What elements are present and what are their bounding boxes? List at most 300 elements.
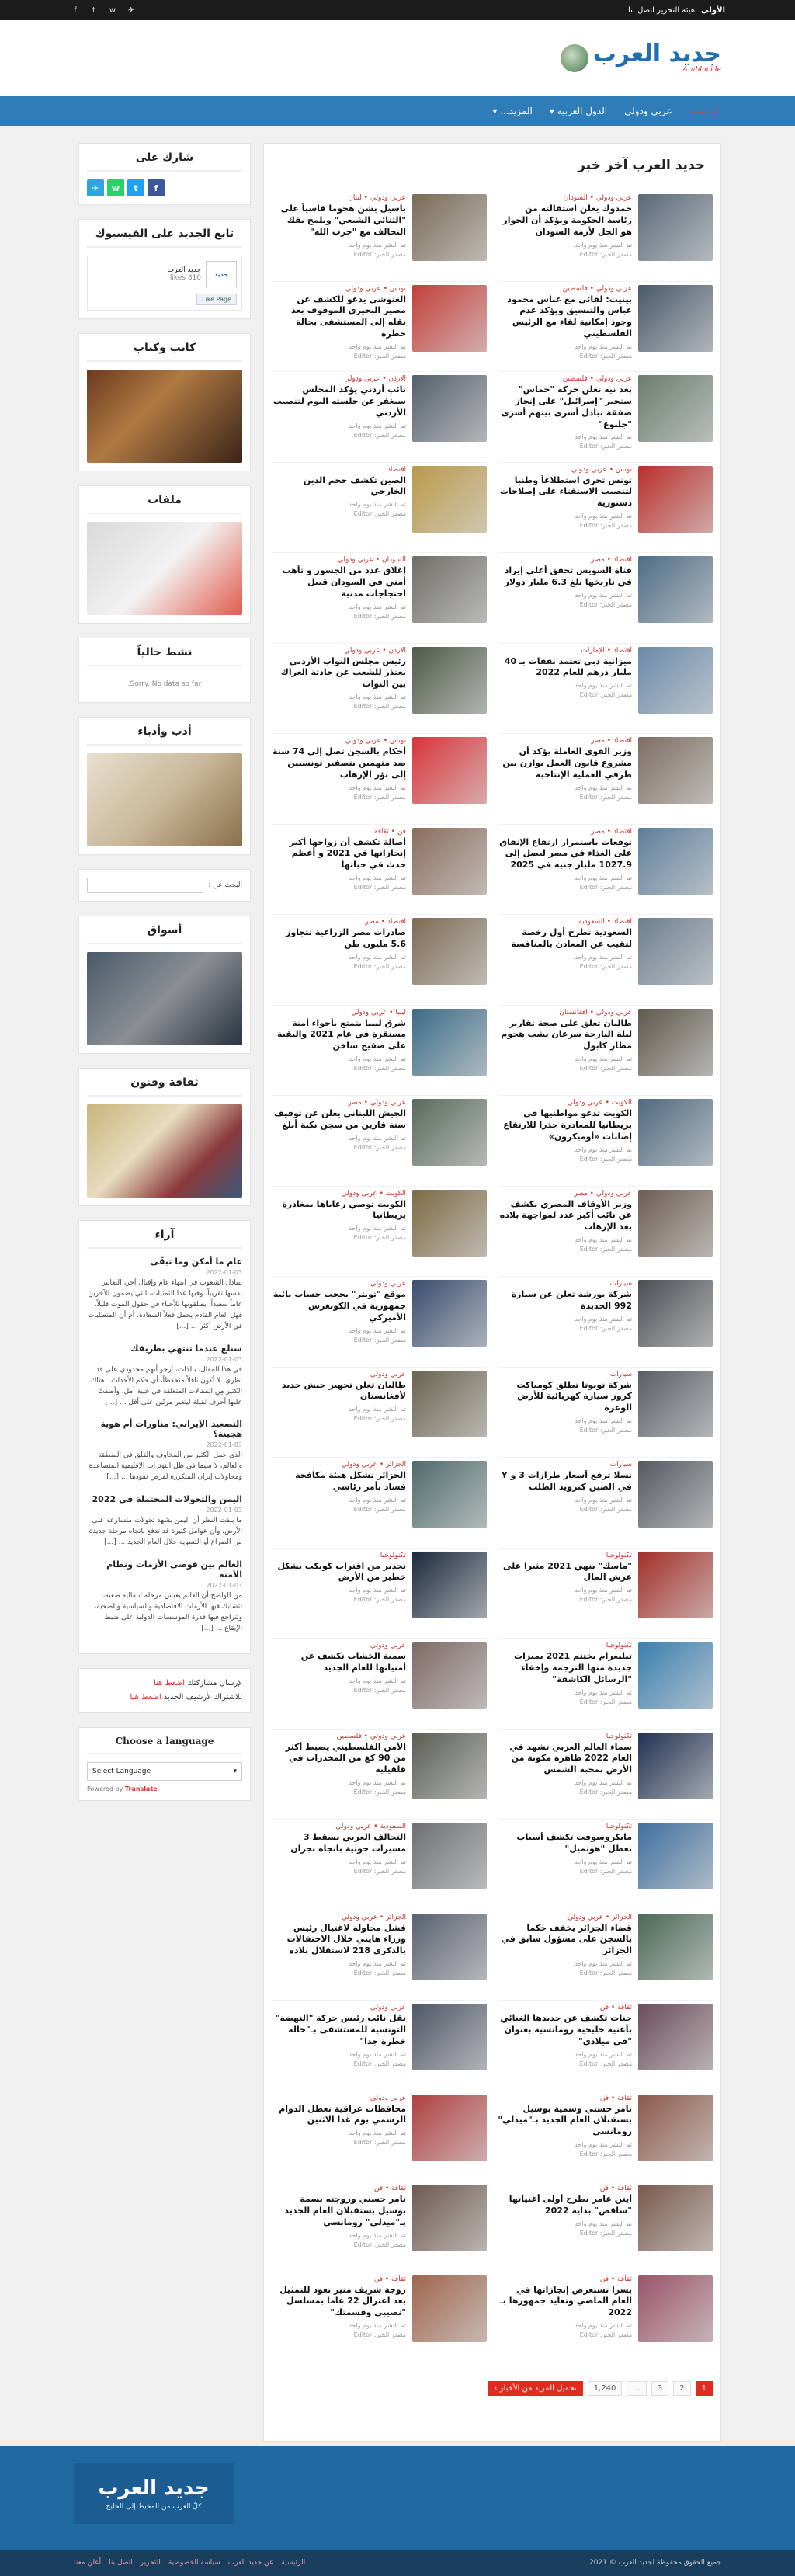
news-card[interactable] xyxy=(498,1368,713,1458)
news-title[interactable]: سمية الخشاب تكشف عن أمنياتها للعام الجديد xyxy=(300,1651,406,1673)
news-title[interactable]: ميزانية دبي تعتمد نفقات بـ 40 مليار درهم للعام 2022 xyxy=(504,655,632,678)
news-category[interactable]: عربي ودولي xyxy=(370,1280,406,1288)
news-thumbnail[interactable] xyxy=(638,285,713,352)
footer-link[interactable]: سياسة الخصوصية xyxy=(168,2559,220,2567)
nav-home[interactable]: الرئيسية xyxy=(689,106,721,116)
news-source: مصدر الخبر: Editor xyxy=(353,250,406,258)
opinion-title[interactable]: العالم بين فوضى الأزمات ونظام الأمنة xyxy=(106,1559,242,1580)
breaking-text[interactable]: هيئة التحرير اتصل بنا xyxy=(628,5,696,15)
lang-select-value: Select Language xyxy=(92,1767,151,1775)
news-source: مصدر الخبر: Editor xyxy=(353,793,406,801)
news-title[interactable]: إغلاق عدد من الجسور و تأهب أمني في السودان قبيل احتجاجات مدنية xyxy=(282,565,406,599)
news-category[interactable]: عربي ودولي • السودان xyxy=(563,194,632,202)
news-card[interactable] xyxy=(272,2001,487,2091)
news-date: تم النشر منذ يوم واحد xyxy=(575,1496,632,1504)
news-title[interactable]: توقعات باستمرار ارتفاع الإنفاق على الغذاء في مصر ليصل إلى 1027.9 مليار جنيه في 2025 xyxy=(499,836,632,871)
news-category[interactable]: عربي ودولي • فلسطين xyxy=(562,375,632,383)
news-card[interactable] xyxy=(498,463,713,554)
news-thumbnail[interactable] xyxy=(412,1280,487,1347)
news-category[interactable]: عربي ودولي • أفغانستان xyxy=(559,1008,632,1017)
opinion-item[interactable] xyxy=(87,1419,242,1483)
news-title[interactable]: الصين تكشف حجم الدين الخارجي xyxy=(303,475,406,497)
markets-image[interactable] xyxy=(87,952,242,1045)
news-title[interactable]: الجيش اللبناني يعلن عن توقيف ستة فارين من سجن نكبة أبلغ xyxy=(274,1108,406,1130)
news-card[interactable] xyxy=(272,282,487,373)
footer-logo-name: جديد العرب xyxy=(98,2477,210,2500)
news-title[interactable]: أيتن عامر تطرح أولى أغنياتها "ساقص" بداية 2022 xyxy=(509,2194,632,2216)
news-thumbnail[interactable] xyxy=(638,1552,713,1618)
news-title[interactable]: قناة السويس تحقق أعلى إيراد في تاريخها بلغ 6.3 مليار دولار xyxy=(504,565,632,587)
news-card[interactable] xyxy=(498,1277,713,1368)
news-category[interactable]: عربي ودولي xyxy=(370,2094,406,2102)
news-title[interactable]: حمدوك يعلن استقالته من رئاسة الحكومة ويؤكد أن الحوار هو الحل لأزمة السودان xyxy=(502,203,632,237)
news-date: تم النشر منذ يوم واحد xyxy=(349,1677,406,1684)
search-label: البحث عن : xyxy=(208,881,242,889)
news-card[interactable] xyxy=(272,1277,487,1368)
news-category[interactable]: الجزائر • عربي ودولي xyxy=(341,1913,406,1921)
news-title[interactable]: أحكام بالسجن تصل إلى 74 سنة ضد متهمين بتصفير تونسيين إلى بؤر الإرهاب xyxy=(273,746,406,780)
news-card[interactable] xyxy=(272,734,487,825)
news-date: تم النشر منذ يوم واحد xyxy=(575,2220,632,2227)
news-title[interactable]: وزير القوى العاملة يؤكد أن مشروع قانون العمل يوازن بين طرفي العملية الإنتاجية xyxy=(502,746,632,780)
news-date: تم النشر منذ يوم واحد xyxy=(349,1779,406,1787)
news-title[interactable]: تيليغرام يختتم 2021 بميزات جديدة منها الترجمة وإخفاء "الرسائل الكاشفة" xyxy=(514,1651,632,1684)
news-category[interactable]: عربي ودولي xyxy=(370,1642,406,1650)
main-content xyxy=(263,143,721,2442)
globe-icon xyxy=(561,44,588,72)
news-title[interactable]: تحذير من اقتراب كويكب بشكل خطير من الأرض xyxy=(277,1560,406,1583)
news-title[interactable]: فشل محاولة لاغتيال رئيس وزراء هايتي خلال الاحتفالات بالذكرى 218 لاستقلال بلاده xyxy=(286,1922,406,1956)
nav-more[interactable]: المزيد... ▾ xyxy=(492,106,533,116)
news-title[interactable]: نقل نائب رئيس حركة "النهضة" التونسية للمستشفى بـ"حالة خطرة جدا" xyxy=(275,2013,406,2046)
opinion-date: 2022-01-03 xyxy=(206,1269,242,1276)
active-widget xyxy=(78,638,251,703)
news-title[interactable]: "ماسك" ينهي 2021 مثيرا على عرش المال xyxy=(503,1560,632,1583)
facebook-icon[interactable]: f xyxy=(74,5,77,15)
top-bar xyxy=(0,0,795,20)
news-card[interactable] xyxy=(272,644,487,735)
news-card[interactable] xyxy=(498,734,713,825)
news-category[interactable]: تونس • عربي ودولي xyxy=(345,284,406,293)
news-thumbnail[interactable] xyxy=(638,2004,713,2070)
search-input[interactable] xyxy=(87,878,203,893)
twitter-icon[interactable]: t xyxy=(127,179,144,196)
news-category[interactable]: ثقافة • فن xyxy=(373,2185,406,2192)
footer-link[interactable]: عن جديد العرب xyxy=(227,2559,274,2567)
news-thumbnail[interactable] xyxy=(412,2185,487,2251)
news-thumbnail[interactable] xyxy=(638,737,713,804)
news-source: مصدر الخبر: Editor xyxy=(579,600,632,608)
calligraphy-image[interactable] xyxy=(87,1104,242,1198)
news-thumbnail[interactable] xyxy=(638,1642,713,1709)
telegram-icon[interactable]: ✈ xyxy=(127,5,135,15)
nav-arab-world[interactable]: عربي ودولي xyxy=(624,106,672,116)
news-thumbnail[interactable] xyxy=(412,1642,487,1709)
site-logo[interactable] xyxy=(561,40,721,74)
news-card[interactable] xyxy=(498,1639,713,1730)
news-thumbnail[interactable] xyxy=(412,556,487,623)
news-card[interactable] xyxy=(272,2181,487,2272)
news-thumbnail[interactable] xyxy=(412,828,487,895)
news-category[interactable]: تكنولوجيا xyxy=(380,1551,406,1559)
opinion-excerpt: في هذا المقال، بالذات، أرجو أنهم محدودي على قد نظري، لا أكون ناقلاً متحفظاً، أي حكم الأحداث.. هناك الكثير مِن المقالات المتعلقة في خيبة أمل، وأضفتُ عليها أحرف ثقيلة ليتغير مرتّين على أقل ... [...] xyxy=(90,1365,242,1406)
news-date: تم النشر منذ يوم واحد xyxy=(349,1134,406,1142)
news-thumbnail[interactable] xyxy=(412,1190,487,1257)
nav-arab-countries[interactable]: الدول العربية ▾ xyxy=(549,106,608,116)
page-title: جديد العرب آخر خبر xyxy=(272,153,713,183)
news-title[interactable]: موقع "تويتر" يحجب حساب نائبة جمهورية في الكونغرس الأميركي xyxy=(273,1289,406,1323)
news-thumbnail[interactable] xyxy=(412,1914,487,1980)
news-category[interactable]: عربي ودولي • لبنان xyxy=(348,194,406,202)
news-category[interactable]: السعودية • عربي ودولي xyxy=(335,1823,406,1830)
news-title[interactable]: جنات تكشف عن جديدها الغنائي بأغنية خليجية رومانسية بعنوان "في ميلادي" xyxy=(500,2013,632,2046)
news-card[interactable] xyxy=(272,2272,487,2363)
fb-likes: 810 likes xyxy=(169,274,201,282)
books-image[interactable] xyxy=(87,370,242,463)
news-card[interactable] xyxy=(498,372,713,463)
news-card[interactable] xyxy=(272,191,487,282)
opinion-item[interactable] xyxy=(87,1559,242,1635)
news-card[interactable] xyxy=(498,2001,713,2091)
news-category[interactable]: الأردن • عربي ودولي xyxy=(344,375,406,383)
news-thumbnail[interactable] xyxy=(412,1733,487,1799)
news-card[interactable] xyxy=(272,372,487,463)
news-card[interactable] xyxy=(272,1006,487,1097)
news-source: مصدر الخبر: Editor xyxy=(353,1867,406,1875)
news-thumbnail[interactable] xyxy=(638,375,713,442)
news-thumbnail[interactable] xyxy=(638,194,713,261)
news-category[interactable]: تكنولوجيا xyxy=(606,1551,632,1559)
news-source: مصدر الخبر: Editor xyxy=(353,1065,406,1072)
news-card[interactable] xyxy=(498,191,713,282)
news-source: مصدر الخبر: Editor xyxy=(353,2139,406,2147)
news-card[interactable] xyxy=(498,1006,713,1097)
news-category[interactable]: عربي ودولي xyxy=(370,2004,406,2011)
news-card[interactable] xyxy=(498,1730,713,1820)
news-thumbnail[interactable] xyxy=(412,2004,487,2070)
page-2[interactable]: 2 xyxy=(673,2381,690,2396)
news-card[interactable] xyxy=(498,1549,713,1639)
footer-link[interactable]: التحرير xyxy=(140,2559,161,2567)
opinions-widget xyxy=(78,1220,251,1654)
news-card[interactable] xyxy=(498,282,713,373)
news-category[interactable]: الجزائر • عربي ودولي xyxy=(341,1461,406,1469)
twitter-icon[interactable]: t xyxy=(92,5,95,15)
files-widget xyxy=(78,485,251,624)
logo-sub: Arablucide xyxy=(682,66,721,74)
news-category[interactable]: الجزائر • عربي ودولي xyxy=(567,1913,632,1921)
news-title[interactable]: الكويت توصي رعاياها بمغادرة بريطانيا xyxy=(282,1198,406,1221)
news-title[interactable]: قضاء الجزائر يخفف حكما بالسجن على مسؤول سابق في الجزائر xyxy=(501,1922,632,1956)
news-thumbnail[interactable] xyxy=(638,1280,713,1347)
news-date: تم النشر منذ يوم واحد xyxy=(349,1496,406,1504)
opinion-excerpt: تتبادل الشعوب في انتهاء عام وإقبال آخر، التعابير نفسها تقريباً. وفيها عدا التمنيات، التي يضمون للآخرين عاماً سعيداً، يطلقونها للأحياء في حقول الموت قليلاً، فهل العام القادم يحمل فعلاً السعادة، أم أن المتطلبات في الأرض أكثر ... [...] xyxy=(87,1279,242,1330)
news-date: تم النشر منذ يوم واحد xyxy=(349,1326,406,1334)
language-select[interactable] xyxy=(87,1762,242,1781)
news-thumbnail[interactable] xyxy=(412,2275,487,2342)
news-category[interactable]: اقتصاد • مصر xyxy=(365,918,406,926)
news-thumbnail[interactable] xyxy=(638,1099,713,1166)
news-category[interactable]: الكويت • عربي ودولي xyxy=(341,1189,406,1198)
news-card[interactable] xyxy=(498,553,713,644)
news-category[interactable]: الكويت • عربي ودولي xyxy=(567,1099,632,1107)
news-card[interactable] xyxy=(498,1910,713,2001)
footer-bottom xyxy=(0,2550,795,2576)
news-thumbnail[interactable] xyxy=(638,1733,713,1799)
news-card[interactable] xyxy=(272,1730,487,1820)
news-title[interactable]: طالبان تعلق على صحة تقارير ليلة البارحة سرعان نشب هجوم مطار كابول xyxy=(501,1017,632,1052)
contact-link1[interactable]: اضغط هنا xyxy=(153,1678,186,1688)
news-title[interactable]: زوجة شريف منير تعود للتمثيل بعد اعتزال 22 عاما بمسلسل "نصيبي وقسمتك" xyxy=(279,2284,406,2318)
page-last[interactable]: 1,240 xyxy=(588,2381,623,2396)
news-category[interactable]: ليبيا • عربي ودولي xyxy=(351,1008,406,1017)
news-category[interactable]: عربي ودولي • فلسطين xyxy=(336,1732,406,1740)
news-thumbnail[interactable] xyxy=(412,466,487,533)
news-source: مصدر الخبر: Editor xyxy=(353,962,406,970)
news-category[interactable]: سيارات xyxy=(609,1280,632,1288)
news-card[interactable] xyxy=(272,1368,487,1458)
news-title[interactable]: مايكروسوفت تكشف أسباب تعطل "هوتميل" xyxy=(516,1832,632,1854)
opinion-item[interactable] xyxy=(87,1344,242,1409)
news-card[interactable] xyxy=(498,1820,713,1910)
news-date: تم النشر منذ يوم واحد xyxy=(575,1587,632,1594)
opinion-title[interactable]: سنلغ عندما تنتهي بطريقك xyxy=(130,1343,242,1354)
news-source: مصدر الخبر: Editor xyxy=(579,1324,632,1332)
news-card[interactable] xyxy=(272,1187,487,1278)
news-card[interactable] xyxy=(272,1458,487,1549)
news-category[interactable]: تكنولوجيا xyxy=(606,1732,632,1740)
news-card[interactable] xyxy=(272,463,487,554)
opinion-title[interactable]: التصعيد الإيراني: مناورات أم هوية هجينة؟ xyxy=(100,1419,242,1440)
markets-widget xyxy=(78,916,251,1054)
news-thumbnail[interactable] xyxy=(638,2275,713,2342)
news-thumbnail[interactable] xyxy=(412,1009,487,1076)
news-title[interactable]: الكويت تدعو مواطنيها في بريطانيا للمغادرة حذرا للارتفاع إصابات «أوميكرون» xyxy=(503,1108,632,1142)
news-title[interactable]: تونس تحرى استطلاعاً وطنيا لتنصيب الاستفتاء على إصلاحات دستورية xyxy=(499,475,632,509)
news-date: تم النشر منذ يوم واحد xyxy=(349,694,406,701)
news-category[interactable]: عربي ودولي • مصر xyxy=(574,1189,632,1198)
news-title[interactable]: أصالة تكشف أن زواجها أكبر إنجازاتها في 2021 و أعظم حدث في حياتها xyxy=(289,836,406,871)
news-title[interactable]: الجزائر تشكل هيئة مكافحة فساد بأمر رئاسي xyxy=(295,1470,406,1492)
news-thumbnail[interactable] xyxy=(412,737,487,804)
news-title[interactable]: السعودية تطرح أول رخصة لتقيب عن المعادن بالمنافسة xyxy=(511,927,632,949)
news-thumbnail[interactable] xyxy=(412,1099,487,1166)
whatsapp-icon[interactable]: w xyxy=(109,5,116,15)
lang-powered: Powered by Translate xyxy=(87,1785,158,1792)
news-card[interactable] xyxy=(272,915,487,1006)
news-card[interactable] xyxy=(498,825,713,916)
opinions-title: آراء xyxy=(87,1229,242,1249)
news-thumbnail[interactable] xyxy=(412,918,487,985)
news-category[interactable]: تونس • عربي ودولي xyxy=(571,465,632,474)
news-date: تم النشر منذ يوم واحد xyxy=(575,682,632,690)
news-card[interactable] xyxy=(272,2091,487,2182)
news-source: مصدر الخبر: Editor xyxy=(579,2060,632,2067)
news-thumbnail[interactable] xyxy=(638,1461,713,1528)
news-title[interactable]: طالبان تعلن تجهيز جيش جديد لأفغانستان xyxy=(281,1379,406,1402)
news-thumbnail[interactable] xyxy=(638,2185,713,2251)
news-card[interactable] xyxy=(498,915,713,1006)
news-date: تم النشر منذ يوم واحد xyxy=(349,603,406,610)
news-thumbnail[interactable] xyxy=(412,375,487,442)
news-category[interactable]: عربي ودولي xyxy=(370,1370,406,1378)
news-title[interactable]: تامر حسني وسمية بوسيل يستقبلان العام الجديد بـ"ميدلي" رومانسي xyxy=(498,2103,632,2137)
news-category[interactable]: ثقافة • فن xyxy=(599,2004,632,2011)
news-category[interactable]: تكنولوجيا xyxy=(606,1642,632,1650)
news-title[interactable]: محافظات عراقية تعطل الدوام الرسمي يوم غدا الاثنين xyxy=(279,2103,406,2126)
news-category[interactable]: عربي ودولي • فلسطين xyxy=(562,284,632,293)
news-card[interactable] xyxy=(498,1187,713,1278)
news-thumbnail[interactable] xyxy=(638,1823,713,1889)
news-category[interactable]: تونس • عربي ودولي xyxy=(345,737,406,745)
news-thumbnail[interactable] xyxy=(638,1009,713,1076)
news-title[interactable]: باسيل يشن هجوما قاسياً على "الثنائي الشيعي" ويلمح بفك التحالف مع "حزب الله" xyxy=(280,203,406,237)
news-category[interactable]: عربي ودولي • مصر xyxy=(348,1099,406,1107)
news-title[interactable]: رئيس مجلس النواب الأردني يعتذر للشعب عن حادثة العراك بين النواب xyxy=(280,655,406,690)
news-source: مصدر الخبر: Editor xyxy=(353,1505,406,1513)
news-source: مصدر الخبر: Editor xyxy=(579,443,632,450)
breaking-label: الأولى xyxy=(701,5,725,15)
news-thumbnail[interactable] xyxy=(412,2095,487,2161)
fb-like-button[interactable]: Like Page xyxy=(196,294,237,305)
news-title[interactable]: تسلا ترفع أسعار طرازات 3 و Y في الصين كتزويد الطلب xyxy=(501,1470,632,1492)
news-title[interactable]: بعد نية تعلن حركة "حماس" ستجبر "إسرائيل" على إنجاز صفقة تبادل أسرى بينهم أسرى "جلبوع" xyxy=(501,384,632,429)
news-card[interactable] xyxy=(498,1458,713,1549)
news-card[interactable] xyxy=(498,2272,713,2363)
sidebar xyxy=(78,143,251,2442)
page-1[interactable]: 1 xyxy=(696,2381,713,2396)
news-title[interactable]: وزير الأوقاف المصري يكشف عن نائب أكبر عدد لمواجهة بلاده بعد الإرهاب xyxy=(499,1198,632,1232)
news-title[interactable]: شرق ليبيا يتمتع بأجواء أمنة مستقرة في عام 2021 والبقية على صفيح ساخن xyxy=(276,1017,406,1052)
news-title[interactable]: نائب أردني يؤكد المجلس سيغفر عن جلسته اليوم لتنصيب الأردني xyxy=(273,384,406,418)
fb-page-name: جديد العرب xyxy=(167,266,201,274)
writing-image[interactable] xyxy=(87,753,242,846)
fb-page-box[interactable] xyxy=(87,256,242,311)
news-category[interactable]: سيارات xyxy=(609,1370,632,1378)
whatsapp-icon[interactable]: w xyxy=(107,179,124,196)
telegram-icon[interactable]: ✈ xyxy=(87,179,104,196)
news-thumbnail[interactable] xyxy=(638,828,713,895)
news-date: تم النشر منذ يوم واحد xyxy=(575,1315,632,1323)
page-3[interactable]: 3 xyxy=(651,2381,668,2396)
news-date: تم النشر منذ يوم واحد xyxy=(349,874,406,882)
news-title[interactable]: الغنوشي يدعو للكشف عن مصير البحيري الموقوف بعد نقله إلى المستشفى بحالة خطرة xyxy=(291,294,406,339)
news-card[interactable] xyxy=(498,644,713,735)
facebook-icon[interactable]: f xyxy=(148,179,165,196)
news-thumbnail[interactable] xyxy=(638,918,713,985)
news-thumbnail[interactable] xyxy=(412,1461,487,1528)
news-thumbnail[interactable] xyxy=(412,1552,487,1618)
news-source: مصدر الخبر: Editor xyxy=(353,1969,406,1977)
news-date: تم النشر منذ يوم واحد xyxy=(575,1145,632,1153)
news-title[interactable]: بينيت: لقائي مع عباس محمود عباس والتنسيق ويؤكد عدم وجود إمكانية لقاء مع الرئيس الفلسطيني xyxy=(507,294,632,339)
news-card[interactable] xyxy=(272,553,487,644)
opinion-item[interactable] xyxy=(87,1257,242,1333)
load-more-button[interactable]: تحميل المزيد من الأخبار › xyxy=(488,2381,583,2396)
news-thumbnail[interactable] xyxy=(412,285,487,352)
news-category[interactable]: سيارات xyxy=(609,1461,632,1469)
footer-logo[interactable] xyxy=(74,2463,234,2524)
news-card[interactable] xyxy=(498,2181,713,2272)
logo-name: جديد العرب xyxy=(592,40,721,68)
news-date: تم النشر منذ يوم واحد xyxy=(349,1225,406,1232)
news-card[interactable] xyxy=(272,1910,487,2001)
news-thumbnail[interactable] xyxy=(412,194,487,261)
news-source: مصدر الخبر: Editor xyxy=(353,510,406,518)
news-thumbnail[interactable] xyxy=(412,647,487,714)
news-category[interactable]: اقتصاد • مصر xyxy=(591,737,632,745)
news-category[interactable]: اقتصاد • مصر xyxy=(591,827,632,836)
opinion-item[interactable] xyxy=(87,1494,242,1549)
news-category[interactable]: الأردن • عربي ودولي xyxy=(344,646,406,655)
news-source: مصدر الخبر: Editor xyxy=(579,2150,632,2158)
news-category[interactable]: السودان • عربي ودولي xyxy=(337,556,406,564)
news-card[interactable] xyxy=(272,825,487,916)
news-thumbnail[interactable] xyxy=(412,1823,487,1889)
footer-link[interactable]: اتصل بنا xyxy=(109,2559,133,2567)
news-category[interactable]: ثقافة • فن xyxy=(599,2185,632,2192)
news-thumbnail[interactable] xyxy=(638,556,713,623)
news-card[interactable] xyxy=(272,1639,487,1730)
news-card[interactable] xyxy=(498,2091,713,2182)
news-thumbnail[interactable] xyxy=(638,1371,713,1437)
news-date: تم النشر منذ يوم واحد xyxy=(349,1960,406,1968)
news-title[interactable]: تامر حسني وزوجته بسمة بوسيل يستقبلان العام الجديد بـ"ميدلي" رومانسي xyxy=(284,2194,406,2227)
news-title[interactable]: شركة بورشة تعلن عن سيارة 992 الجديدة xyxy=(511,1289,632,1311)
news-date: تم النشر منذ يوم واحد xyxy=(575,1417,632,1425)
news-title[interactable]: الأمن الفلسطيني يضبط أكثر من 90 كغ من المخدرات في قلقيلية xyxy=(285,1741,406,1775)
news-category[interactable]: اقتصاد xyxy=(387,465,406,474)
files-image[interactable] xyxy=(87,522,242,615)
contact-link2[interactable]: اضغط هنا xyxy=(130,1692,161,1702)
news-category[interactable]: فن • ثقافة xyxy=(373,827,406,836)
news-title[interactable]: سماء العالم العربي تشهد في العام 2022 ظاهرة مكونة من الأرض بمحبة الشمس xyxy=(509,1741,632,1775)
site-header xyxy=(0,20,795,96)
news-thumbnail[interactable] xyxy=(638,466,713,533)
news-card[interactable] xyxy=(272,1096,487,1187)
news-thumbnail[interactable] xyxy=(638,2095,713,2161)
news-title[interactable]: شركة تويوتا تطلق كومباكت كروز سيارة كهربائية للأرض الوعرة xyxy=(516,1379,632,1413)
news-thumbnail[interactable] xyxy=(638,1914,713,1980)
footer-link[interactable]: الرئيسية xyxy=(281,2559,306,2567)
news-thumbnail[interactable] xyxy=(638,647,713,714)
news-card[interactable] xyxy=(272,1549,487,1639)
footer-link[interactable]: أعلن معنا xyxy=(74,2559,102,2567)
news-card[interactable] xyxy=(272,1820,487,1910)
footer-links xyxy=(74,2559,305,2567)
news-category[interactable]: اقتصاد • مصر xyxy=(591,556,632,564)
news-source: مصدر الخبر: Editor xyxy=(353,1415,406,1423)
news-category[interactable]: ثقافة • فن xyxy=(599,2275,632,2283)
news-category[interactable]: تكنولوجيا xyxy=(606,1823,632,1830)
news-category[interactable]: اقتصاد • الإمارات xyxy=(581,646,632,655)
news-category[interactable]: ثقافة • فن xyxy=(599,2094,632,2102)
news-category[interactable]: ثقافة • فن xyxy=(373,2275,406,2283)
news-title[interactable]: التحالف العربي يسقط 3 مسيرات حوثية باتجاه نجران xyxy=(290,1832,406,1854)
literature-widget xyxy=(78,717,251,855)
news-thumbnail[interactable] xyxy=(638,1190,713,1257)
news-date: تم النشر منذ يوم واحد xyxy=(575,2322,632,2330)
opinion-title[interactable]: عام ما أمكن وما تبقّى xyxy=(150,1257,242,1267)
news-title[interactable]: صادرات مصر الزراعية تتجاوز 5.6 مليون طن xyxy=(286,927,406,949)
news-card[interactable] xyxy=(498,1096,713,1187)
news-title[interactable]: يسرا تستعرض إنجازاتها في العام الماضي وتعايد جمهورها بـ 2022 xyxy=(499,2284,632,2318)
news-category[interactable]: اقتصاد • السعودية xyxy=(578,918,632,926)
lang-title: Choose a language xyxy=(87,1736,242,1754)
news-source: مصدر الخبر: Editor xyxy=(353,352,406,360)
news-thumbnail[interactable] xyxy=(412,1371,487,1437)
opinion-title[interactable]: اليمن والتحولات المحتملة في 2022 xyxy=(92,1494,242,1505)
